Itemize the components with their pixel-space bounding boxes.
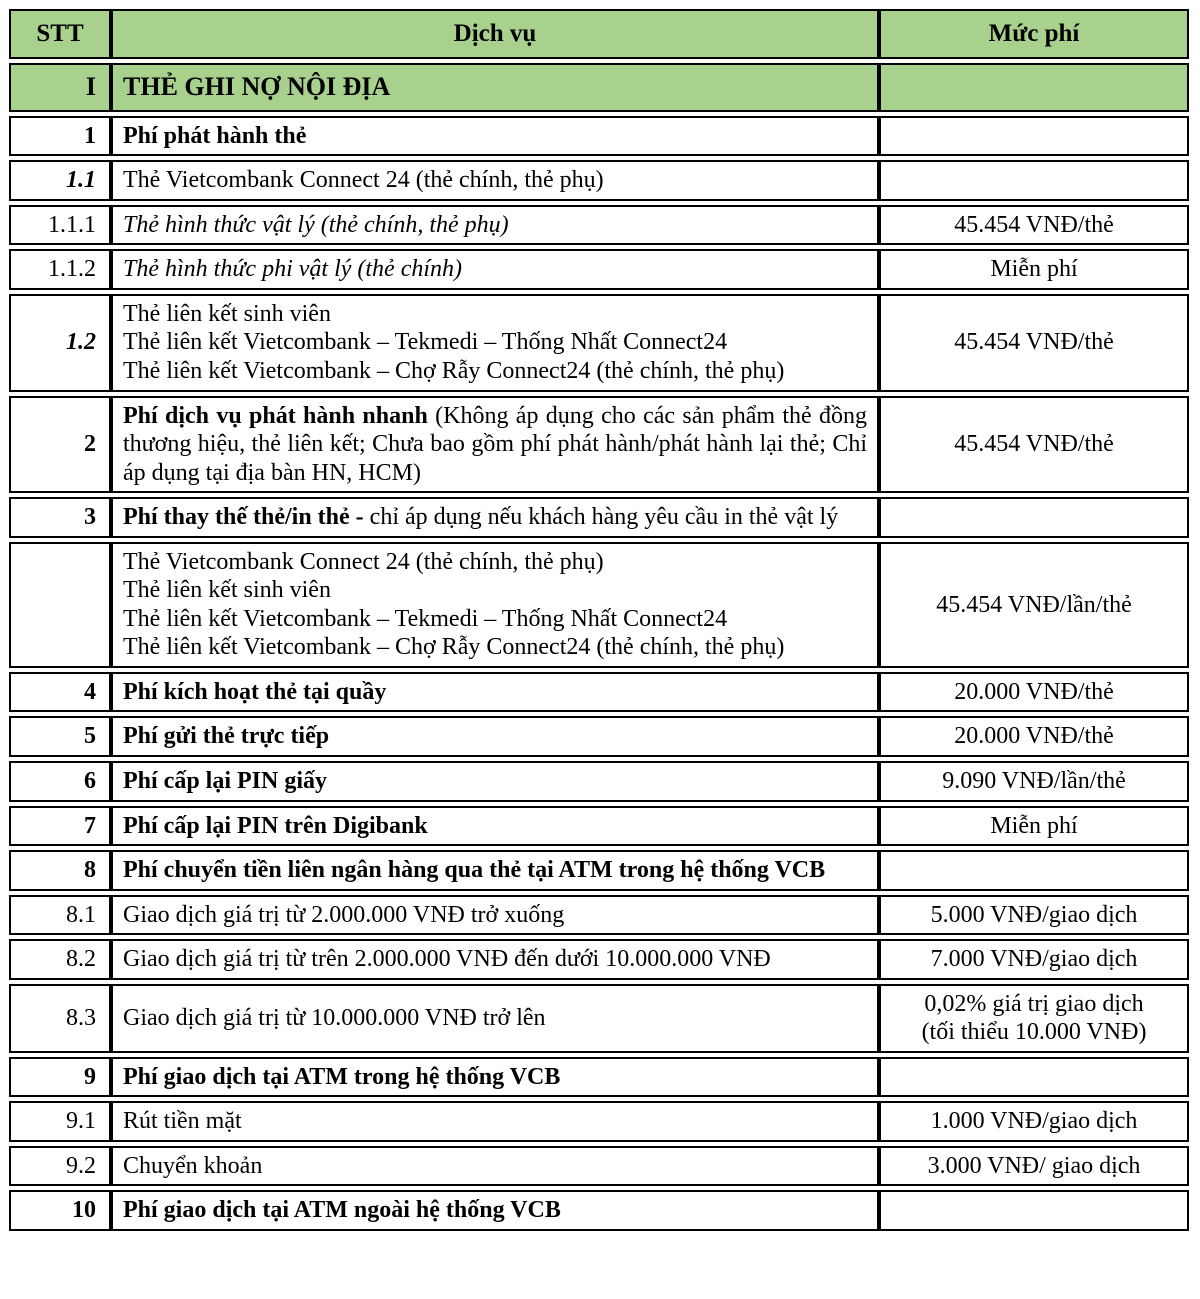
service-text: Phí chuyển tiền liên ngân hàng qua thẻ tại ATM trong hệ thống VCB — [123, 857, 826, 884]
service-text: Rút tiền mặt — [123, 1108, 242, 1135]
table-row — [9, 672, 1189, 713]
service-text: Thẻ liên kết Vietcombank – Tekmedi – Thống Nhất Connect24 — [123, 605, 728, 632]
fee-text: Miễn phí — [990, 256, 1078, 283]
row-number-cell: 8.1 — [9, 895, 111, 936]
fee-cell — [879, 939, 1189, 980]
table-row — [9, 205, 1189, 246]
fee-cell — [879, 984, 1189, 1053]
table-row — [9, 716, 1189, 757]
service-cell — [111, 249, 879, 290]
table-row — [9, 1146, 1189, 1187]
fee-cell — [879, 63, 1189, 112]
service-text: Phí cấp lại PIN giấy — [123, 767, 328, 794]
table-row — [9, 850, 1189, 891]
row-number-cell: 10 — [9, 1190, 111, 1231]
table-row — [9, 1101, 1189, 1142]
fee-cell — [879, 1101, 1189, 1142]
header-row — [9, 9, 1189, 59]
row-number-cell: 2 — [9, 396, 111, 494]
row-number-cell: 4 — [9, 672, 111, 713]
fee-cell — [879, 716, 1189, 757]
row-number-cell: 1 — [9, 116, 111, 157]
table-row — [9, 895, 1189, 936]
service-cell — [111, 895, 879, 936]
service-cell — [111, 542, 879, 668]
table-row — [9, 294, 1189, 392]
service-cell — [111, 160, 879, 201]
fee-text: 7.000 VNĐ/giao dịch — [930, 946, 1138, 973]
fee-cell — [879, 542, 1189, 668]
service-text: Thẻ hình thức phi vật lý (thẻ chính) — [123, 256, 463, 283]
row-number-cell: 1.1 — [9, 160, 111, 201]
service-cell — [111, 396, 879, 494]
fee-cell — [879, 294, 1189, 392]
service-text: Thẻ liên kết sinh viên — [123, 300, 331, 327]
fee-cell — [879, 1146, 1189, 1187]
service-cell — [111, 1146, 879, 1187]
service-cell — [111, 984, 879, 1053]
fee-cell — [879, 761, 1189, 802]
row-number-cell: 8 — [9, 850, 111, 891]
table-row — [9, 160, 1189, 201]
service-text: Thẻ liên kết Vietcombank – Chợ Rẫy Connect24 (thẻ chính, thẻ phụ) — [123, 634, 785, 661]
row-number-cell: 5 — [9, 716, 111, 757]
fee-text: 45.454 VNĐ/thẻ — [954, 329, 1114, 356]
service-cell — [111, 761, 879, 802]
row-number-cell: 9 — [9, 1057, 111, 1098]
fee-text: 5.000 VNĐ/giao dịch — [930, 901, 1138, 928]
table-row — [9, 63, 1189, 112]
table-row — [9, 249, 1189, 290]
service-cell — [111, 850, 879, 891]
table-row — [9, 542, 1189, 668]
service-text: Thẻ liên kết Vietcombank – Tekmedi – Thống Nhất Connect24 — [123, 329, 728, 356]
service-cell — [111, 806, 879, 847]
fee-cell — [879, 1190, 1189, 1231]
service-text: Giao dịch giá trị từ trên 2.000.000 VNĐ đến dưới 10.000.000 VNĐ — [123, 946, 771, 973]
service-text: Giao dịch giá trị từ 10.000.000 VNĐ trở lên — [123, 1004, 546, 1031]
fee-text: 45.454 VNĐ/lần/thẻ — [936, 591, 1132, 618]
fee-text: Miễn phí — [990, 812, 1078, 839]
service-text: Phí giao dịch tại ATM trong hệ thống VCB — [123, 1063, 561, 1090]
row-number-cell: I — [9, 63, 111, 112]
table-row — [9, 116, 1189, 157]
fee-table-header — [9, 9, 1189, 59]
row-number-cell: 6 — [9, 761, 111, 802]
fee-text: (tối thiểu 10.000 VNĐ) — [921, 1019, 1147, 1046]
fee-cell — [879, 497, 1189, 538]
row-number-cell: 1.2 — [9, 294, 111, 392]
service-text: THẺ GHI NỢ NỘI ĐỊA — [123, 71, 391, 101]
service-cell — [111, 1057, 879, 1098]
row-number-cell — [9, 542, 111, 668]
fee-cell — [879, 850, 1189, 891]
service-text: Phí thay thế thẻ/in thẻ - — [123, 504, 370, 531]
fee-text: 9.090 VNĐ/lần/thẻ — [942, 767, 1126, 794]
service-text: (Không áp dụng cho các sản phẩm thẻ đồng thương hiệu, thẻ liên kết; Chưa bao gồm phí phát hành/phát hành lại thẻ; Chỉ áp dụng tại địa bàn HN, HCM) — [123, 402, 867, 486]
column-header-fee: Mức phí — [879, 9, 1189, 59]
service-cell — [111, 205, 879, 246]
table-row — [9, 1057, 1189, 1098]
table-row — [9, 396, 1189, 494]
fee-cell — [879, 205, 1189, 246]
fee-cell — [879, 249, 1189, 290]
table-row — [9, 939, 1189, 980]
row-number-cell: 7 — [9, 806, 111, 847]
service-text: Giao dịch giá trị từ 2.000.000 VNĐ trở xuống — [123, 901, 565, 928]
row-number-cell: 3 — [9, 497, 111, 538]
service-text: Phí dịch vụ phát hành nhanh — [123, 402, 436, 429]
service-text: Phí gửi thẻ trực tiếp — [123, 723, 330, 750]
service-cell — [111, 63, 879, 112]
service-cell — [111, 1190, 879, 1231]
table-row — [9, 497, 1189, 538]
fee-cell — [879, 116, 1189, 157]
service-cell — [111, 672, 879, 713]
service-text: Phí cấp lại PIN trên Digibank — [123, 812, 428, 839]
fee-cell — [879, 806, 1189, 847]
service-text: Thẻ liên kết sinh viên — [123, 577, 331, 604]
fee-cell — [879, 895, 1189, 936]
row-number-cell: 8.2 — [9, 939, 111, 980]
fee-cell — [879, 396, 1189, 494]
fee-text: 1.000 VNĐ/giao dịch — [930, 1108, 1138, 1135]
service-cell — [111, 939, 879, 980]
service-cell — [111, 497, 879, 538]
fee-text: 45.454 VNĐ/thẻ — [954, 431, 1114, 458]
service-cell — [111, 294, 879, 392]
row-number-cell: 8.3 — [9, 984, 111, 1053]
column-header-stt: STT — [9, 9, 111, 59]
service-text: Thẻ Vietcombank Connect 24 (thẻ chính, thẻ phụ) — [123, 548, 604, 575]
column-header-service: Dịch vụ — [111, 9, 879, 59]
service-cell — [111, 1101, 879, 1142]
table-row — [9, 806, 1189, 847]
fee-cell — [879, 672, 1189, 713]
service-text: Thẻ Vietcombank Connect 24 (thẻ chính, thẻ phụ) — [123, 167, 604, 194]
row-number-cell: 1.1.2 — [9, 249, 111, 290]
service-cell — [111, 716, 879, 757]
fee-text: 20.000 VNĐ/thẻ — [954, 678, 1114, 705]
service-text: Thẻ hình thức vật lý (thẻ chính, thẻ phụ) — [123, 211, 509, 238]
fee-text: 45.454 VNĐ/thẻ — [954, 211, 1114, 238]
fee-text: 3.000 VNĐ/ giao dịch — [927, 1152, 1141, 1179]
table-row — [9, 984, 1189, 1053]
fee-cell — [879, 1057, 1189, 1098]
service-cell — [111, 116, 879, 157]
table-row — [9, 761, 1189, 802]
service-text: Thẻ liên kết Vietcombank – Chợ Rẫy Connect24 (thẻ chính, thẻ phụ) — [123, 357, 785, 384]
row-number-cell: 9.2 — [9, 1146, 111, 1187]
service-text: chỉ áp dụng nếu khách hàng yêu cầu in thẻ vật lý — [369, 504, 839, 531]
fee-text: 20.000 VNĐ/thẻ — [954, 723, 1114, 750]
service-text: Phí giao dịch tại ATM ngoài hệ thống VCB — [123, 1197, 561, 1224]
fee-cell — [879, 160, 1189, 201]
fee-table-body — [9, 63, 1189, 1231]
service-text: Phí phát hành thẻ — [123, 122, 307, 149]
fee-text: 0,02% giá trị giao dịch — [924, 990, 1144, 1017]
table-row — [9, 1190, 1189, 1231]
fee-table — [9, 5, 1189, 1235]
row-number-cell: 9.1 — [9, 1101, 111, 1142]
service-text: Phí kích hoạt thẻ tại quầy — [123, 678, 387, 705]
service-text: Chuyển khoản — [123, 1152, 263, 1179]
row-number-cell: 1.1.1 — [9, 205, 111, 246]
